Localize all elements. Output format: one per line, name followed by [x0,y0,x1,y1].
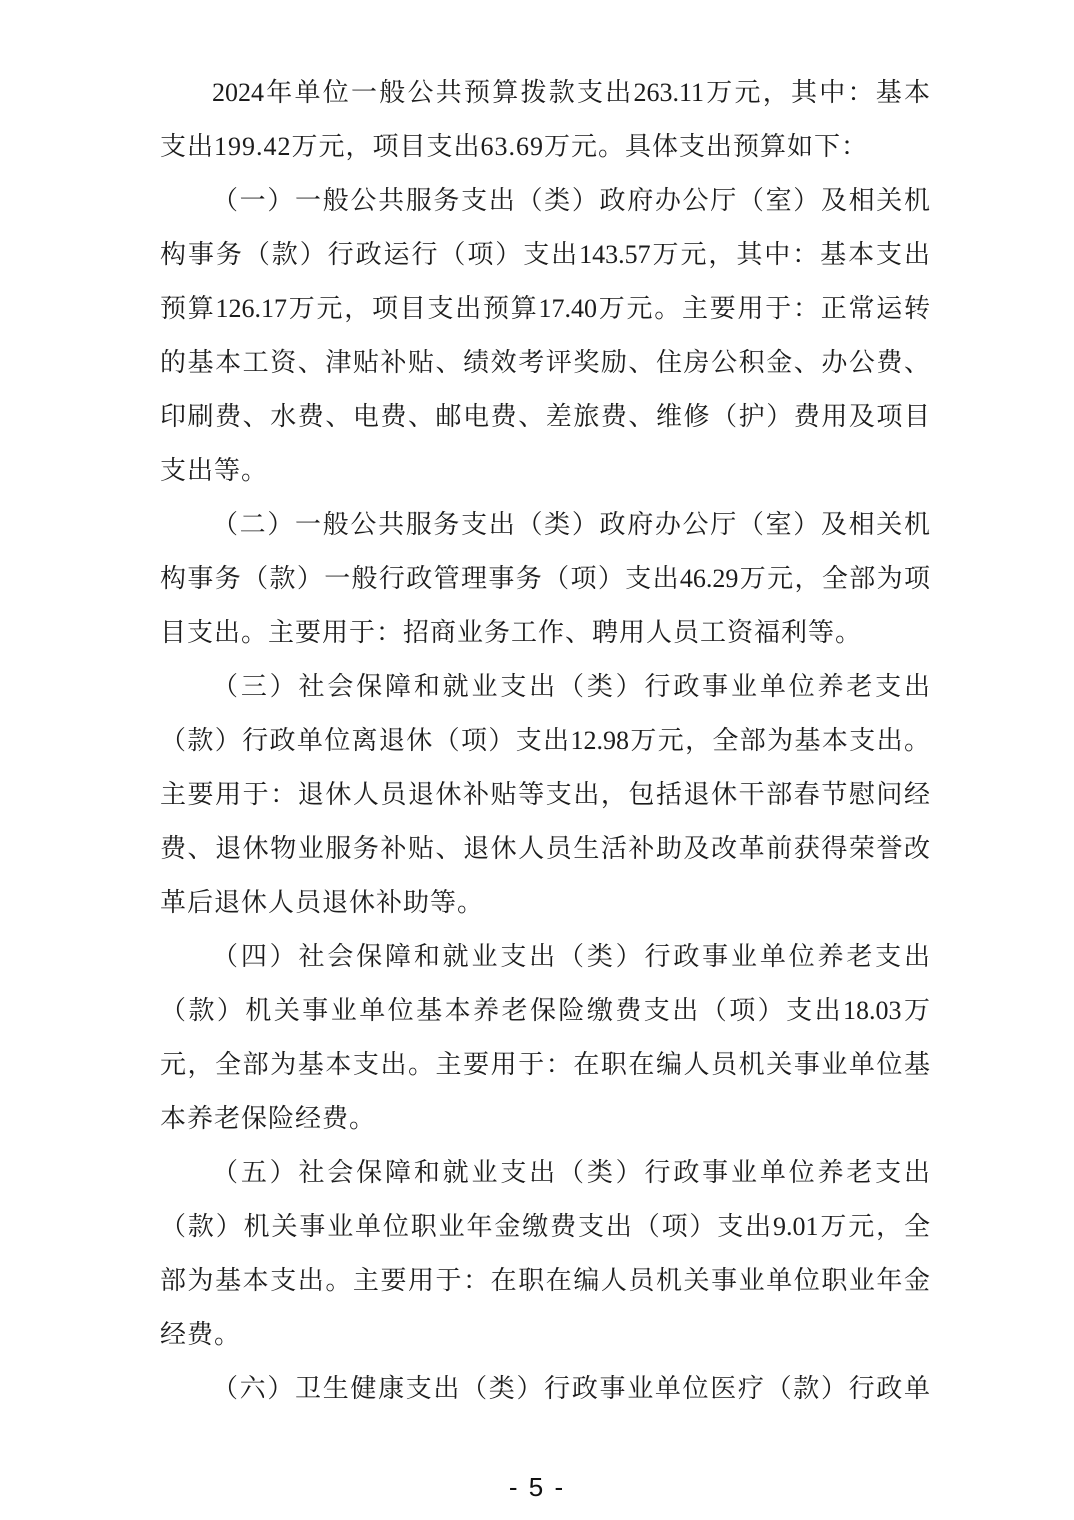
text-line: 支出199.42万元，项目支出63.69万元。具体支出预算如下： [160,132,869,161]
text-line: （五）社会保障和就业支出（类）行政事业单位养老支出 [212,1158,930,1187]
paragraph-item-4 [160,930,930,1146]
page-number: - 5 - [508,1472,566,1502]
text-line: 本养老保险经费。 [160,1104,377,1133]
text-line: 部为基本支出。主要用于：在职在编人员机关事业单位职业年金 [160,1266,930,1295]
text-line: （款）机关事业单位职业年金缴费支出（项）支出9.01万元，全 [160,1212,930,1241]
text-line: 2024年单位一般公共预算拨款支出263.11万元，其中：基本 [212,78,930,107]
paragraph-item-6 [160,1362,930,1416]
paragraph-item-2 [160,498,930,660]
text-line: （六）卫生健康支出（类）行政事业单位医疗（款）行政单 [212,1374,930,1403]
text-line: 支出等。 [160,456,269,485]
text-line: 主要用于：退休人员退休补贴等支出，包括退休干部春节慰问经 [160,780,930,809]
paragraph-item-1 [160,174,930,498]
document-body [160,66,930,1416]
text-line: 的基本工资、津贴补贴、绩效考评奖励、住房公积金、办公费、 [160,348,930,377]
text-line: 目支出。主要用于：招商业务工作、聘用人员工资福利等。 [160,618,863,647]
text-line: 构事务（款）行政运行（项）支出143.57万元，其中：基本支出 [160,240,930,269]
text-line: （三）社会保障和就业支出（类）行政事业单位养老支出 [212,672,930,701]
paragraph-item-3 [160,660,930,930]
text-line: （一）一般公共服务支出（类）政府办公厅（室）及相关机 [212,186,930,215]
text-line: （二）一般公共服务支出（类）政府办公厅（室）及相关机 [212,510,930,539]
text-line: 预算126.17万元，项目支出预算17.40万元。主要用于：正常运转 [160,294,930,323]
text-line: 经费。 [160,1320,242,1349]
text-line: （四）社会保障和就业支出（类）行政事业单位养老支出 [212,942,930,971]
paragraph-budget-summary [160,66,930,174]
text-line: （款）行政单位离退休（项）支出12.98万元，全部为基本支出。 [160,726,930,755]
text-line: 元，全部为基本支出。主要用于：在职在编人员机关事业单位基 [160,1050,930,1079]
paragraph-item-5 [160,1146,930,1362]
text-line: （款）机关事业单位基本养老保险缴费支出（项）支出18.03万 [160,996,930,1025]
text-line: 费、退休物业服务补贴、退休人员生活补助及改革前获得荣誉改 [160,834,930,863]
text-line: 革后退休人员退休补助等。 [160,888,485,917]
text-line: 印刷费、水费、电费、邮电费、差旅费、维修（护）费用及项目 [160,402,930,431]
text-line: 构事务（款）一般行政管理事务（项）支出46.29万元，全部为项 [160,564,930,593]
